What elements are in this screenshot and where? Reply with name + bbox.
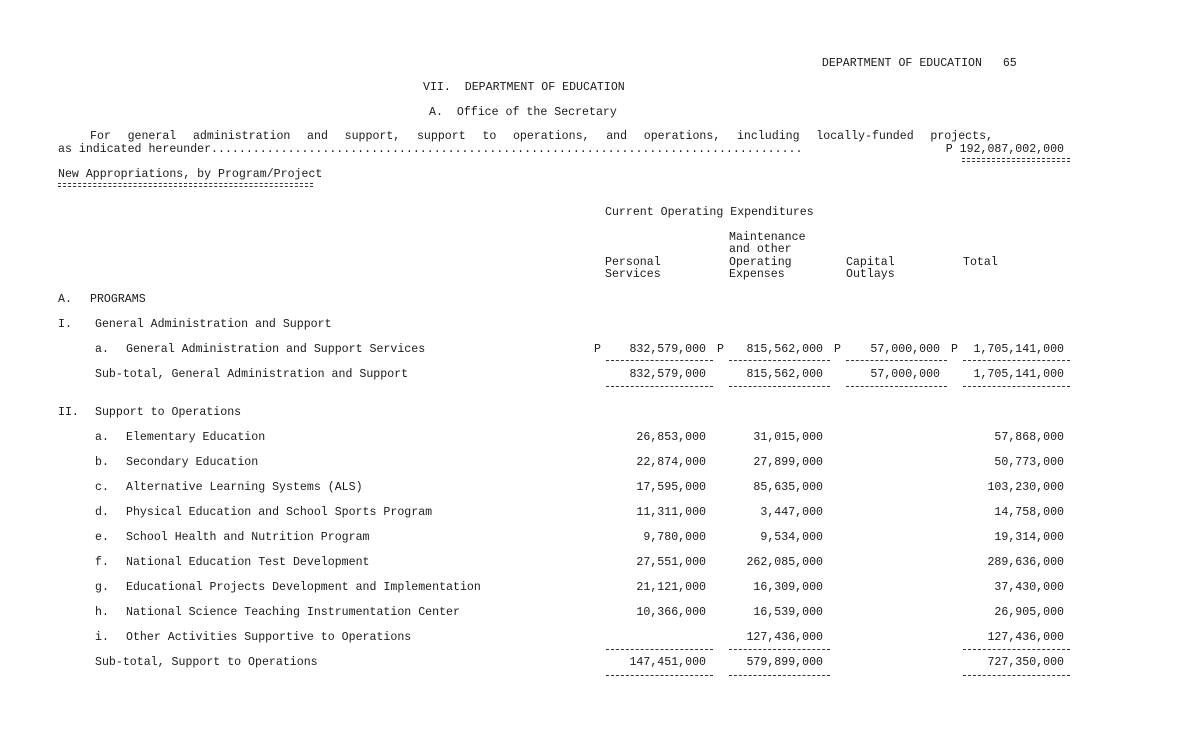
programs-title: PROGRAMS <box>90 293 146 306</box>
subtotal-ps: 147,451,000 <box>629 656 706 669</box>
group2-number: II. <box>58 406 79 419</box>
item-ps: 26,853,000 <box>636 431 706 444</box>
item-name: Secondary Education <box>126 456 259 469</box>
appropriations-rule <box>58 183 313 187</box>
item-ps: 9,780,000 <box>643 531 706 544</box>
appropriations-heading: New Appropriations, by Program/Project <box>58 168 323 181</box>
item-total: 26,905,000 <box>994 606 1064 619</box>
item-total: 19,314,000 <box>994 531 1064 544</box>
currency-mooe: P <box>717 343 724 356</box>
currency-ps: P <box>594 343 601 356</box>
col-mooe-line1: Maintenance <box>729 231 806 244</box>
item-total: 1,705,141,000 <box>973 343 1064 356</box>
col-total: Total <box>963 256 998 269</box>
col-mooe-line2: and other <box>729 243 792 256</box>
item-mooe: 815,562,000 <box>746 343 823 356</box>
item-name: Alternative Learning Systems (ALS) <box>126 481 363 494</box>
page-number: 65 <box>1002 57 1017 70</box>
item-name: General Administration and Support Services <box>126 343 426 356</box>
item-total: 37,430,000 <box>994 581 1064 594</box>
subtotal-label: Sub-total, Support to Operations <box>95 656 318 669</box>
item-mooe: 31,015,000 <box>753 431 823 444</box>
item-letter: i. <box>95 631 109 644</box>
col-mooe-line3: Operating <box>729 256 792 269</box>
subtotal-label: Sub-total, General Administration and Support <box>95 368 409 381</box>
rule <box>729 649 830 650</box>
item-name: Other Activities Supportive to Operations <box>126 631 412 644</box>
item-letter: a. <box>95 431 109 444</box>
item-mooe: 16,539,000 <box>753 606 823 619</box>
rule <box>963 649 1070 650</box>
item-name: Physical Education and School Sports Program <box>126 506 433 519</box>
intro-line-2: as indicated hereunder..................................................................................... <box>58 143 803 156</box>
item-ps: 22,874,000 <box>636 456 706 469</box>
item-total: 50,773,000 <box>994 456 1064 469</box>
rule <box>963 675 1070 676</box>
item-name: Educational Projects Development and Implementation <box>126 581 481 594</box>
col-capital-line2: Outlays <box>846 268 895 281</box>
item-letter: e. <box>95 531 109 544</box>
rule <box>729 675 830 676</box>
item-letter: g. <box>95 581 109 594</box>
rule <box>846 360 947 361</box>
subtotal-total: 727,350,000 <box>987 656 1064 669</box>
col-personal-line2: Services <box>605 268 661 281</box>
item-name: Elementary Education <box>126 431 266 444</box>
col-capital-line1: Capital <box>846 256 895 269</box>
item-mooe: 9,534,000 <box>760 531 823 544</box>
item-mooe: 85,635,000 <box>753 481 823 494</box>
item-ps: 11,311,000 <box>636 506 706 519</box>
group1-title: General Administration and Support <box>95 318 332 331</box>
rule <box>729 360 830 361</box>
item-letter: h. <box>95 606 109 619</box>
rule <box>729 386 830 387</box>
rule <box>606 386 713 387</box>
item-mooe: 127,436,000 <box>746 631 823 644</box>
item-mooe: 16,309,000 <box>753 581 823 594</box>
item-ps: 832,579,000 <box>629 343 706 356</box>
rule <box>606 360 713 361</box>
subtotal-co: 57,000,000 <box>870 368 940 381</box>
running-header <box>808 43 1017 71</box>
currency-total: P <box>951 343 958 356</box>
col-personal-line1: Personal <box>605 256 661 269</box>
item-letter: b. <box>95 456 109 469</box>
rule <box>846 386 947 387</box>
item-ps: 10,366,000 <box>636 606 706 619</box>
item-name: School Health and Nutrition Program <box>126 531 370 544</box>
grand-total-rule <box>962 158 1070 162</box>
group2-title: Support to Operations <box>95 406 242 419</box>
item-letter: d. <box>95 506 109 519</box>
item-total: 103,230,000 <box>987 481 1064 494</box>
running-title: DEPARTMENT OF EDUCATION <box>821 57 982 70</box>
intro-line-1: For general administration and support, support to operations, and operations, including locally-funded projects, <box>90 130 993 143</box>
section-subtitle: A. Office of the Secretary <box>429 106 617 119</box>
intro-paragraph <box>58 130 993 144</box>
item-total: 57,868,000 <box>994 431 1064 444</box>
item-ps: 21,121,000 <box>636 581 706 594</box>
item-letter: a. <box>95 343 109 356</box>
item-ps: 17,595,000 <box>636 481 706 494</box>
subtotal-mooe: 579,899,000 <box>746 656 823 669</box>
rule <box>963 386 1070 387</box>
subtotal-total: 1,705,141,000 <box>973 368 1064 381</box>
item-co: 57,000,000 <box>870 343 940 356</box>
subtotal-ps: 832,579,000 <box>629 368 706 381</box>
item-mooe: 3,447,000 <box>760 506 823 519</box>
group1-number: I. <box>58 318 72 331</box>
item-total: 127,436,000 <box>987 631 1064 644</box>
programs-label: A. <box>58 293 72 306</box>
rule <box>963 360 1070 361</box>
subtotal-mooe: 815,562,000 <box>746 368 823 381</box>
item-letter: f. <box>95 556 109 569</box>
item-total: 289,636,000 <box>987 556 1064 569</box>
item-letter: c. <box>95 481 109 494</box>
section-title: VII. DEPARTMENT OF EDUCATION <box>423 81 625 94</box>
column-group-header: Current Operating Expenditures <box>605 206 814 219</box>
grand-total: P 192,087,002,000 <box>945 143 1064 156</box>
rule <box>606 649 713 650</box>
currency-co: P <box>834 343 841 356</box>
item-ps: 27,551,000 <box>636 556 706 569</box>
item-total: 14,758,000 <box>994 506 1064 519</box>
col-mooe-line4: Expenses <box>729 268 785 281</box>
item-name: National Education Test Development <box>126 556 370 569</box>
rule <box>606 675 713 676</box>
item-mooe: 262,085,000 <box>746 556 823 569</box>
item-mooe: 27,899,000 <box>753 456 823 469</box>
item-name: National Science Teaching Instrumentation Center <box>126 606 460 619</box>
